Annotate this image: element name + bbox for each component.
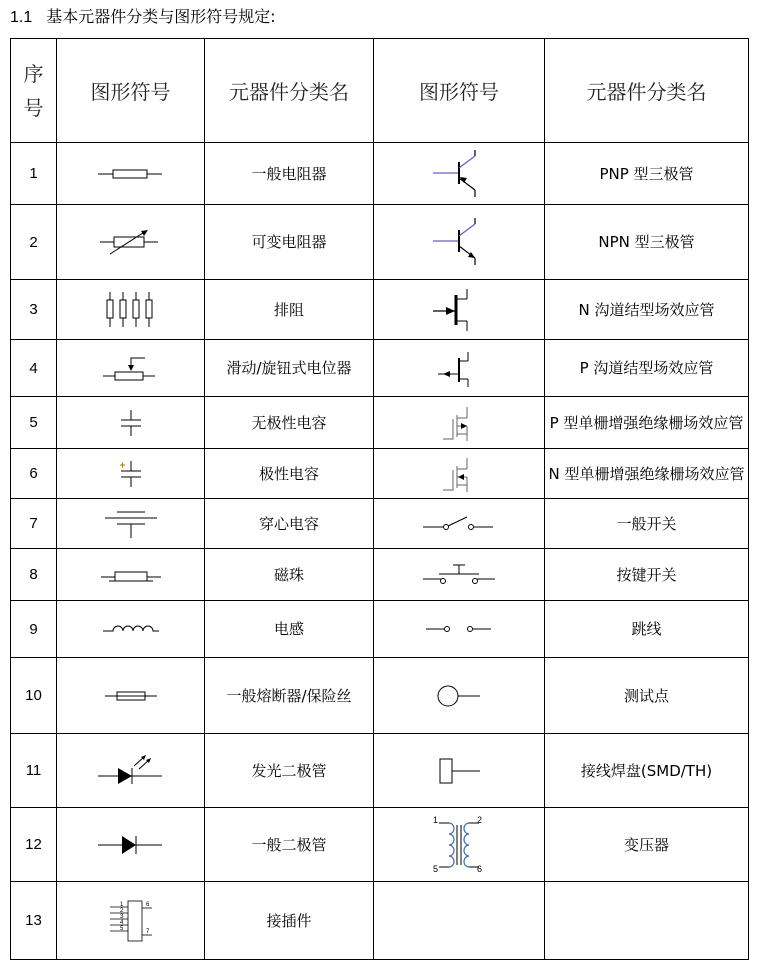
diode-symbol [57, 808, 205, 882]
transformer-pin-label: 2 [477, 814, 483, 825]
switch-symbol [374, 499, 545, 549]
category-name: P 型单栅增强绝缘栅场效应管 [545, 397, 749, 449]
polar-capacitor-symbol [57, 449, 205, 499]
table-row [11, 499, 749, 549]
table-row [11, 143, 749, 205]
empty-symbol-cell [374, 882, 545, 960]
category-name: 一般熔断器/保险丝 [205, 658, 374, 734]
category-name: 接插件 [205, 882, 374, 960]
category-name: 无极性电容 [205, 397, 374, 449]
header-symbol-1: 图形符号 [57, 39, 205, 143]
category-name: 可变电阻器 [205, 205, 374, 280]
category-name: P 沟道结型场效应管 [545, 340, 749, 397]
resistor-network-symbol [57, 280, 205, 340]
connector-pin-label: 1 [119, 901, 123, 908]
table-row [11, 340, 749, 397]
connector-pin-label: 5 [119, 925, 123, 932]
category-name: 测试点 [545, 658, 749, 734]
pad-symbol [374, 734, 545, 808]
table-row [11, 549, 749, 601]
category-name: PNP 型三极管 [545, 143, 749, 205]
category-name: 跳线 [545, 601, 749, 658]
table-row [11, 449, 749, 499]
category-name: 发光二极管 [205, 734, 374, 808]
category-name: 接线焊盘(SMD/TH) [545, 734, 749, 808]
category-name: 排阻 [205, 280, 374, 340]
npn-transistor-symbol [374, 205, 545, 280]
connector-pin-label: 7 [145, 928, 149, 935]
table-row [11, 205, 749, 280]
transformer-pin-label: 5 [433, 863, 439, 874]
row-index: 1 [11, 143, 57, 205]
row-index: 6 [11, 449, 57, 499]
transformer-pin-label: 6 [477, 863, 483, 874]
ferrite-bead-symbol [57, 549, 205, 601]
connector-pin-label: 4 [119, 919, 123, 926]
section-title: 基本元器件分类与图形符号规定: [46, 7, 276, 26]
test-point-symbol [374, 658, 545, 734]
category-name: NPN 型三极管 [545, 205, 749, 280]
category-name: 穿心电容 [205, 499, 374, 549]
table-row [11, 808, 749, 882]
connector-pin-label: 3 [119, 913, 123, 920]
table-row [11, 882, 749, 960]
row-index: 9 [11, 601, 57, 658]
n-jfet-symbol [374, 280, 545, 340]
category-name: 变压器 [545, 808, 749, 882]
capacitor-symbol [57, 397, 205, 449]
header-seq-2: 号 [23, 95, 44, 120]
table-row [11, 280, 749, 340]
section-heading [10, 5, 276, 30]
row-index: 13 [11, 882, 57, 960]
header-seq-1: 序 [23, 61, 44, 86]
row-index: 5 [11, 397, 57, 449]
category-name: 一般开关 [545, 499, 749, 549]
fuse-symbol [57, 658, 205, 734]
connector-symbol [57, 882, 205, 960]
connector-pin-label: 6 [145, 901, 149, 908]
table-row [11, 734, 749, 808]
led-symbol [57, 734, 205, 808]
p-mosfet-symbol [374, 397, 545, 449]
transformer-pin-label: 1 [433, 814, 439, 825]
row-index: 8 [11, 549, 57, 601]
category-name: 磁珠 [205, 549, 374, 601]
header-category-2: 元器件分类名 [545, 39, 749, 143]
header-row [11, 39, 749, 143]
category-name: 按键开关 [545, 549, 749, 601]
resistor-symbol [57, 143, 205, 205]
feedthrough-capacitor-symbol [57, 499, 205, 549]
potentiometer-symbol [57, 340, 205, 397]
row-index: 7 [11, 499, 57, 549]
p-jfet-symbol [374, 340, 545, 397]
push-button-symbol [374, 549, 545, 601]
connector-pin-label: 2 [119, 907, 123, 914]
category-name: 滑动/旋钮式电位器 [205, 340, 374, 397]
category-name: N 型单栅增强绝缘栅场效应管 [545, 449, 749, 499]
header-symbol-2: 图形符号 [374, 39, 545, 143]
variable-resistor-symbol [57, 205, 205, 280]
row-index: 11 [11, 734, 57, 808]
row-index: 12 [11, 808, 57, 882]
category-name: 极性电容 [205, 449, 374, 499]
row-index: 10 [11, 658, 57, 734]
table-row [11, 397, 749, 449]
table-row [11, 601, 749, 658]
component-symbol-table [10, 38, 749, 960]
n-mosfet-symbol [374, 449, 545, 499]
row-index: 4 [11, 340, 57, 397]
category-name: 一般电阻器 [205, 143, 374, 205]
inductor-symbol [57, 601, 205, 658]
transformer-symbol [374, 808, 545, 882]
row-index: 2 [11, 205, 57, 280]
section-number: 1.1 [10, 9, 33, 26]
category-name: 电感 [205, 601, 374, 658]
category-name: 一般二极管 [205, 808, 374, 882]
jumper-symbol [374, 601, 545, 658]
row-index: 3 [11, 280, 57, 340]
header-category-1: 元器件分类名 [205, 39, 374, 143]
pnp-transistor-symbol [374, 143, 545, 205]
category-name: N 沟道结型场效应管 [545, 280, 749, 340]
header-seq [11, 39, 57, 143]
table-row [11, 658, 749, 734]
category-name [545, 882, 749, 960]
